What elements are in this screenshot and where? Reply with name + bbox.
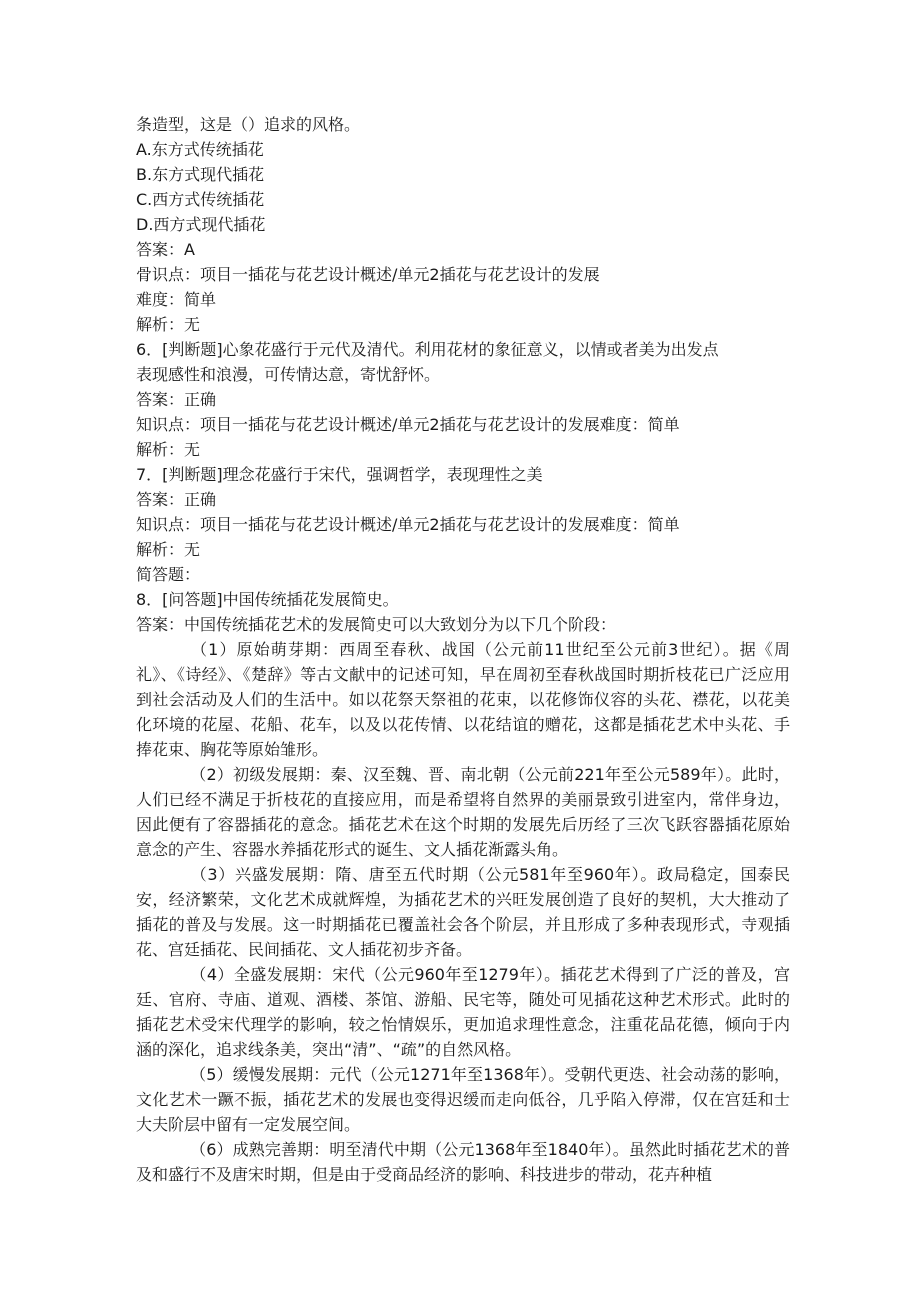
q6-answer: 答案：正确 <box>136 390 217 409</box>
q5-analysis: 解析：无 <box>136 315 201 334</box>
q8-paragraph-2 <box>136 762 790 862</box>
q7-analysis: 解析：无 <box>136 540 201 559</box>
section-heading-short-answer: 简答题： <box>136 565 201 584</box>
q5-option-d: D.西方式现代插花 <box>136 215 266 234</box>
q6-stem-line-2: 表现感性和浪漫，可传情达意，寄忧舒怀。 <box>136 365 441 384</box>
q5-stem-tail: 条造型，这是（）追求的风格。 <box>136 115 361 134</box>
q5-answer: 答案：A <box>136 240 195 259</box>
q8-paragraph-4 <box>136 962 790 1062</box>
q8-paragraph-1 <box>136 637 790 762</box>
q8-paragraph-5-text: （5）缓慢发展期：元代（公元1271年至1368年）。受朝代更迭、社会动荡的影响，文化艺术一蹶不振，插花艺术的发展也变得迟缓而走向低谷，几乎陷入停滞，仅在宫廷和士大夫阶层中留有一定发展空间。 <box>136 1065 790 1134</box>
q8-paragraph-1-text: （1）原始萌芽期：西周至春秋、战国（公元前11世纪至公元前3世纪）。据《周礼》、《诗经》、《楚辞》等古文献中的记述可知，早在周初至春秋战国时期折枝花已广泛应用到社会活动及人们的生活中。如以花祭天祭祖的花束，以花修饰仪容的头花、襟花，以花美化环境的花屋、花船、花车，以及以花传情、以花结谊的赠花，这都是插花艺术中头花、手捧花束、胸花等原始雏形。 <box>136 640 790 759</box>
q8-paragraph-6 <box>136 1137 790 1187</box>
q8-paragraph-4-text: （4）全盛发展期：宋代（公元960年至1279年）。插花艺术得到了广泛的普及，宫廷、官府、寺庙、道观、酒楼、茶馆、游船、民宅等，随处可见插花这种艺术形式。此时的插花艺术受宋代理学的影响，较之怡情娱乐，更加追求理性意念，注重花品花德，倾向于内涵的深化，追求线条美，突出“清”、“疏”的自然风格。 <box>136 965 790 1059</box>
q7-knowledge: 知识点：项目一插花与花艺设计概述/单元2插花与花艺设计的发展难度：简单 <box>136 515 680 534</box>
q5-knowledge: 骨识点：项目一插花与花艺设计概述/单元2插花与花艺设计的发展 <box>136 265 600 284</box>
document-page <box>136 112 790 1187</box>
q6-knowledge: 知识点：项目一插花与花艺设计概述/单元2插花与花艺设计的发展难度：简单 <box>136 415 680 434</box>
q7-answer: 答案：正确 <box>136 490 217 509</box>
q5-option-a: A.东方式传统插花 <box>136 140 264 159</box>
q8-paragraph-5 <box>136 1062 790 1137</box>
q8-paragraph-3 <box>136 862 790 962</box>
q8-stem: 8．[问答题]中国传统插花发展简史。 <box>136 590 399 609</box>
q5-option-c: C.西方式传统插花 <box>136 190 265 209</box>
q8-answer-intro: 答案：中国传统插花艺术的发展简史可以大致划分为以下几个阶段： <box>136 615 617 634</box>
q8-paragraph-2-text: （2）初级发展期：秦、汉至魏、晋、南北朝（公元前221年至公元589年）。此时，人们已经不满足于折枝花的直接应用，而是希望将自然界的美丽景致引进室内，常伴身边，因此便有了容器插花的意念。插花艺术在这个时期的发展先后历经了三次飞跃容器插花原始意念的产生、容器水养插花形式的诞生、文人插花渐露头角。 <box>136 765 790 859</box>
q5-difficulty: 难度：简单 <box>136 290 217 309</box>
q6-analysis: 解析：无 <box>136 440 201 459</box>
q7-stem: 7．[判断题]理念花盛行于宋代，强调哲学，表现理性之美 <box>136 465 543 484</box>
q6-stem-line-1: 6．[判断题]心象花盛行于元代及清代。利用花材的象征意义，以情或者美为出发点 <box>136 340 719 359</box>
q5-option-b: B.东方式现代插花 <box>136 165 265 184</box>
q8-paragraph-3-text: （3）兴盛发展期：隋、唐至五代时期（公元581年至960年）。政局稳定，国泰民安，经济繁荣，文化艺术成就辉煌，为插花艺术的兴旺发展创造了良好的契机，大大推动了插花的普及与发展。这一时期插花已覆盖社会各个阶层，并且形成了多种表现形式，寺观插花、宫廷插花、民间插花、文人插花初步齐备。 <box>136 865 790 959</box>
q8-paragraph-6-text: （6）成熟完善期：明至清代中期（公元1368年至1840年）。虽然此时插花艺术的普及和盛行不及唐宋时期，但是由于受商品经济的影响、科技进步的带动，花卉种植 <box>136 1140 790 1184</box>
